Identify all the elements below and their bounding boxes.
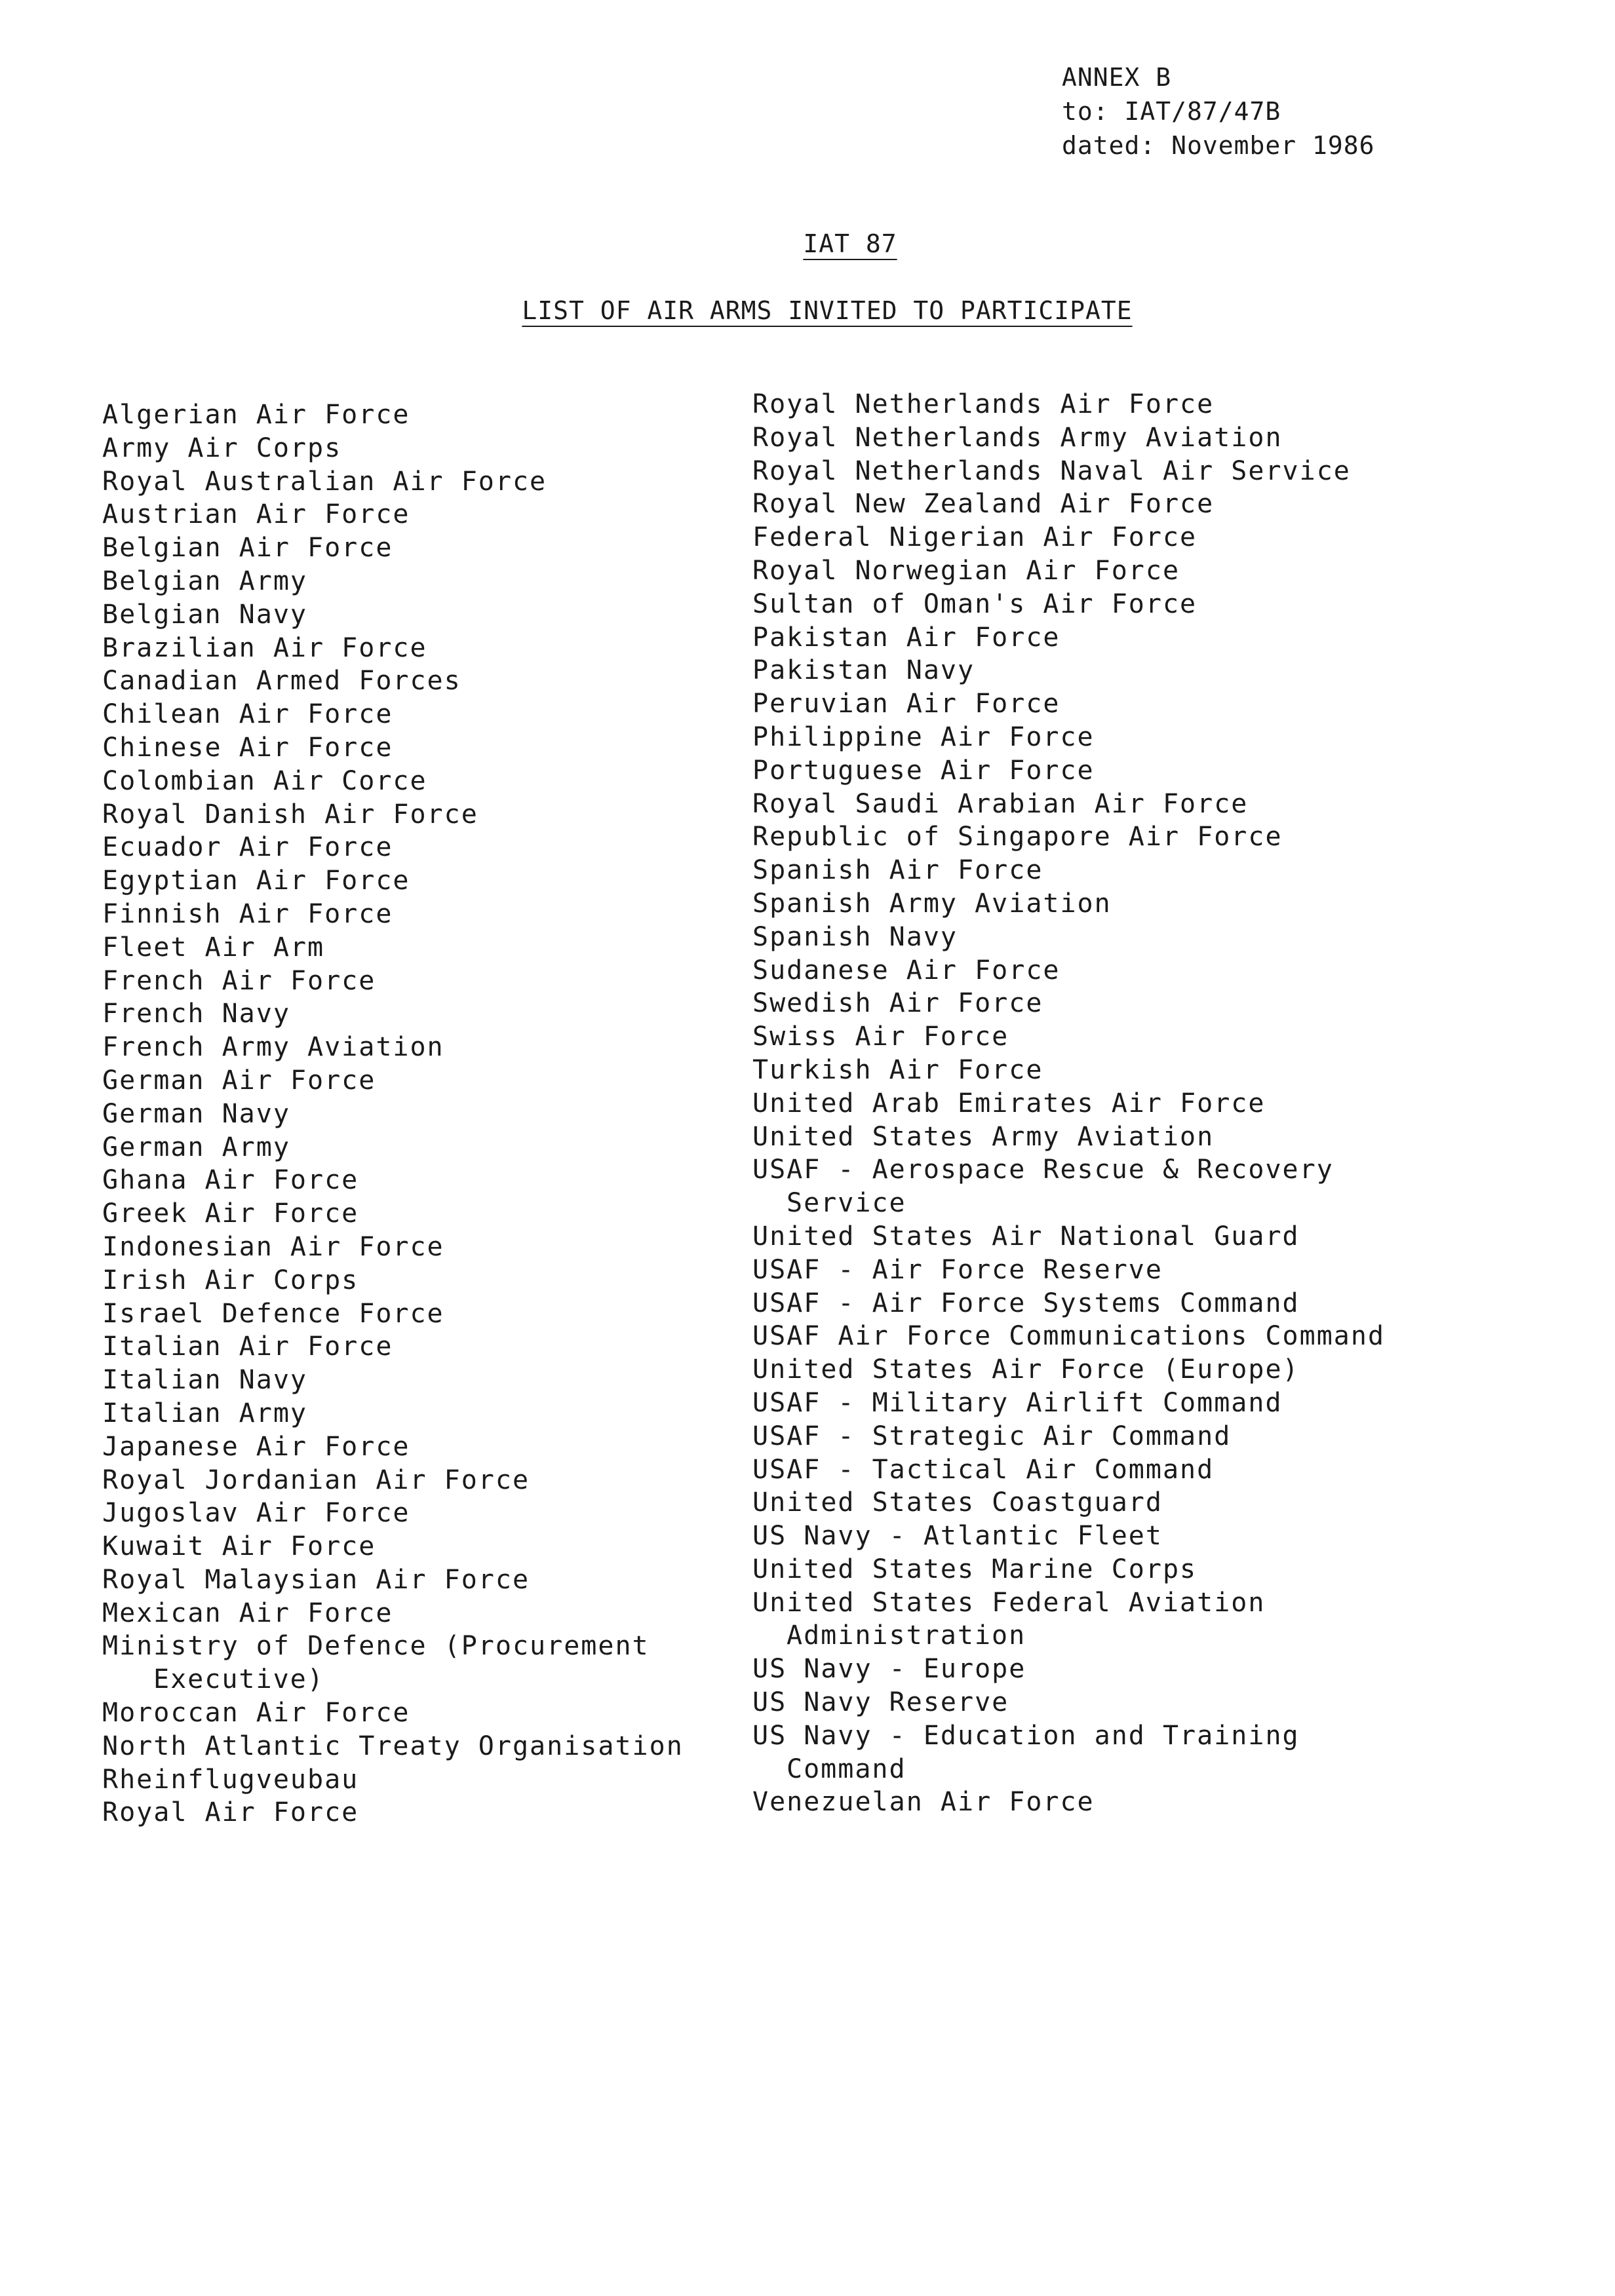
list-item: Sultan of Oman's Air Force — [752, 588, 1197, 619]
list-item: German Air Force — [102, 1065, 376, 1096]
annex-to-reference: to: IAT/87/47B — [1062, 97, 1281, 126]
list-item: German Navy — [102, 1098, 290, 1129]
list-item: Royal Norwegian Air Force — [752, 555, 1180, 586]
list-item: United States Air Force (Europe) — [752, 1354, 1300, 1385]
list-item: Turkish Air Force — [752, 1054, 1043, 1085]
list-item: Peruvian Air Force — [752, 689, 1060, 719]
list-item: Spanish Air Force — [752, 855, 1043, 886]
right-column-list — [752, 388, 1385, 1819]
list-item: USAF - Air Force Systems Command — [752, 1288, 1300, 1318]
annex-reference-block — [1062, 60, 1375, 163]
list-item: Mexican Air Force — [102, 1598, 393, 1628]
list-item: USAF - Tactical Air Command — [752, 1454, 1215, 1485]
list-item: Ghana Air Force — [102, 1165, 359, 1196]
list-item: Pakistan Air Force — [752, 622, 1060, 653]
list-item: Jugoslav Air Force — [102, 1498, 410, 1529]
list-item: Royal Air Force — [102, 1797, 359, 1828]
list-item: North Atlantic Treaty Organisation — [102, 1731, 684, 1761]
list-item: Royal Netherlands Air Force — [752, 389, 1215, 419]
list-item: Austrian Air Force — [102, 499, 410, 530]
list-item: Pakistan Navy — [752, 655, 975, 686]
list-item — [752, 1753, 1385, 1786]
list-item: Republic of Singapore Air Force — [752, 822, 1283, 852]
list-item: Italian Army — [102, 1398, 307, 1428]
list-item: USAF - Aerospace Rescue & Recovery — [752, 1155, 1334, 1185]
list-item: Royal Danish Air Force — [102, 799, 478, 830]
annex-date: dated: November 1986 — [1062, 131, 1375, 160]
list-item: Royal Jordanian Air Force — [102, 1464, 530, 1495]
list-item: US Navy - Atlantic Fleet — [752, 1521, 1163, 1552]
list-item: United States Coastguard — [752, 1487, 1163, 1518]
list-item: Chilean Air Force — [102, 699, 393, 730]
document-subtitle-text: LIST OF AIR ARMS INVITED TO PARTICIPATE — [522, 296, 1133, 325]
list-item: Finnish Air Force — [102, 898, 393, 929]
list-item: Belgian Army — [102, 565, 307, 596]
list-item: Army Air Corps — [102, 432, 342, 463]
list-item: United States Federal Aviation — [752, 1587, 1266, 1618]
list-item: French Navy — [102, 999, 290, 1029]
list-item: Venezuelan Air Force — [752, 1787, 1095, 1818]
list-item: Spanish Army Aviation — [752, 888, 1112, 919]
list-item: US Navy Reserve — [752, 1687, 1009, 1718]
list-item: Kuwait Air Force — [102, 1531, 376, 1562]
list-item: Royal Saudi Arabian Air Force — [752, 788, 1249, 819]
list-item: Belgian Navy — [102, 599, 307, 630]
list-item: United States Marine Corps — [752, 1554, 1197, 1584]
list-item: German Army — [102, 1132, 290, 1162]
list-item — [752, 1187, 1385, 1220]
list-item-continuation: Executive) — [153, 1664, 324, 1695]
list-item: Fleet Air Arm — [102, 932, 325, 963]
list-item: Irish Air Corps — [102, 1265, 359, 1295]
list-item: Greek Air Force — [102, 1198, 359, 1229]
document-title-text: IAT 87 — [803, 229, 897, 258]
list-item: Algerian Air Force — [102, 400, 410, 430]
list-item-continuation: Administration — [787, 1620, 1026, 1651]
list-item: Moroccan Air Force — [102, 1698, 410, 1729]
list-item: French Air Force — [102, 965, 376, 996]
list-item: USAF - Military Airlift Command — [752, 1387, 1283, 1418]
list-item: Royal Malaysian Air Force — [102, 1564, 530, 1595]
list-item: Indonesian Air Force — [102, 1231, 444, 1262]
list-item: Ecuador Air Force — [102, 832, 393, 863]
list-item: Federal Nigerian Air Force — [752, 522, 1197, 553]
list-item: French Army Aviation — [102, 1032, 444, 1063]
list-item: United States Air National Guard — [752, 1221, 1300, 1252]
list-item: Italian Navy — [102, 1365, 307, 1396]
list-item: Sudanese Air Force — [752, 955, 1060, 985]
list-item: Spanish Navy — [752, 921, 958, 952]
list-item: Canadian Armed Forces — [102, 666, 461, 697]
list-item: Colombian Air Corce — [102, 765, 427, 796]
list-item: Swedish Air Force — [752, 988, 1043, 1019]
list-item: Swiss Air Force — [752, 1022, 1009, 1052]
list-item: Royal New Zealand Air Force — [752, 489, 1215, 520]
list-item: USAF Air Force Communications Command — [752, 1321, 1386, 1352]
list-item: Belgian Air Force — [102, 533, 393, 564]
list-item-continuation: Service — [787, 1188, 906, 1219]
document-subtitle — [0, 296, 1615, 325]
list-item-continuation: Command — [787, 1753, 906, 1784]
list-item: Italian Air Force — [102, 1331, 393, 1362]
list-item: Japanese Air Force — [102, 1431, 410, 1462]
annex-label: ANNEX B — [1062, 63, 1172, 92]
list-item: Rheinflugveubau — [102, 1764, 359, 1795]
list-item: Philippine Air Force — [752, 721, 1095, 752]
list-item: Brazilian Air Force — [102, 632, 427, 663]
list-item: Israel Defence Force — [102, 1298, 444, 1329]
list-item: USAF - Air Force Reserve — [752, 1254, 1163, 1285]
list-item: United Arab Emirates Air Force — [752, 1088, 1266, 1119]
list-item: Portuguese Air Force — [752, 755, 1095, 786]
list-item: Royal Netherlands Army Aviation — [752, 422, 1283, 453]
list-item: US Navy - Education and Training — [752, 1720, 1300, 1751]
list-item: Royal Australian Air Force — [102, 466, 547, 497]
document-title — [0, 229, 1615, 258]
list-item — [752, 1619, 1385, 1653]
list-item: Chinese Air Force — [102, 732, 393, 763]
list-item — [102, 1663, 684, 1696]
list-item: Ministry of Defence (Procurement — [102, 1631, 650, 1662]
list-item: Royal Netherlands Naval Air Service — [752, 455, 1351, 486]
list-item: US Navy - Europe — [752, 1654, 1026, 1685]
list-item: Egyptian Air Force — [102, 866, 410, 896]
left-column-list — [102, 398, 684, 1829]
list-item: United States Army Aviation — [752, 1121, 1215, 1152]
list-item: USAF - Strategic Air Command — [752, 1421, 1232, 1451]
